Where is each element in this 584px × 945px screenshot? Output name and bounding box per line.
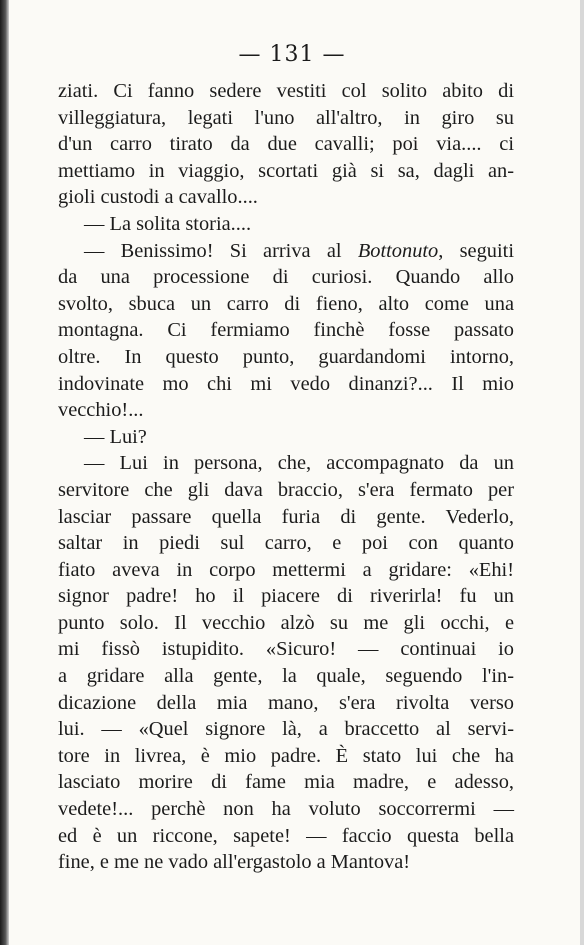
text-line-segment: , seguiti <box>438 239 514 262</box>
text-line: lasciar passare quella furia di gente. Vederlo, <box>58 505 514 528</box>
text-line: — Lui? <box>84 425 147 448</box>
text-line: — Lui in persona, che, accompagnato da un <box>84 452 514 475</box>
text-line <box>58 238 514 265</box>
text-line: lui. — «Quel signore là, a braccetto al servi- <box>58 718 514 741</box>
text-line: tore in livrea, è mio padre. È stato lui che ha <box>58 744 514 767</box>
text-line: saltar in piedi sul carro, e poi con quanto <box>58 532 514 555</box>
text-line-segment: — Benissimo! Si arriva al <box>84 239 358 262</box>
text-line: punto solo. Il vecchio alzò su me gli occhi, e <box>58 611 514 634</box>
page-right-edge <box>580 0 584 945</box>
text-line: montagna. Ci fermiamo finchè fosse passato <box>58 319 514 342</box>
text-line: lasciato morire di fame mia madre, e adesso, <box>58 771 514 794</box>
page-number-header: — 131 — <box>238 42 346 67</box>
text-line: signor padre! ho il piacere di riverirla! fu un <box>58 585 514 608</box>
text-line: mettiamo in viaggio, scortati già si sa, dagli an- <box>58 159 514 182</box>
text-line: indovinate mo chi mi vedo dinanzi?... Il mio <box>58 372 514 395</box>
text-line: villeggiatura, legati l'uno all'altro, in giro su <box>58 106 514 129</box>
text-line: svolto, sbuca un carro di fieno, alto come una <box>58 292 514 315</box>
text-line: fiato aveva in corpo mettermi a gridare: «Ehi! <box>58 558 514 581</box>
text-line: da una processione di curiosi. Quando allo <box>58 266 514 289</box>
text-line: servitore che gli dava braccio, s'era fermato per <box>58 478 514 501</box>
text-line: mi fissò istupidito. «Sicuro! — continuai io <box>58 638 514 661</box>
text-line: — La solita storia.... <box>84 212 252 235</box>
text-line: vecchio!... <box>58 399 144 422</box>
italic-place-name: Bottonuto <box>357 239 439 262</box>
text-line: a gridare alla gente, la quale, seguendo l'in- <box>58 665 514 688</box>
text-line: oltre. In questo punto, guardandomi intorno, <box>58 345 514 368</box>
text-line: dicazione della mia mano, s'era rivolta verso <box>58 691 514 714</box>
text-line: fine, e me ne vado all'ergastolo a Mantova! <box>58 851 411 874</box>
text-line: ziati. Ci fanno sedere vestiti col solito abito di <box>58 80 514 102</box>
text-line: vedete!... perchè non ha voluto soccorrermi — <box>58 798 514 821</box>
page-body-text <box>58 78 514 876</box>
text-line: gioli custodi a cavallo.... <box>58 186 258 209</box>
page-binding-edge <box>0 0 9 945</box>
text-line: d'un carro tirato da due cavalli; poi via.... ci <box>58 133 514 156</box>
text-line: ed è un riccone, sapete! — faccio questa bella <box>58 824 514 847</box>
